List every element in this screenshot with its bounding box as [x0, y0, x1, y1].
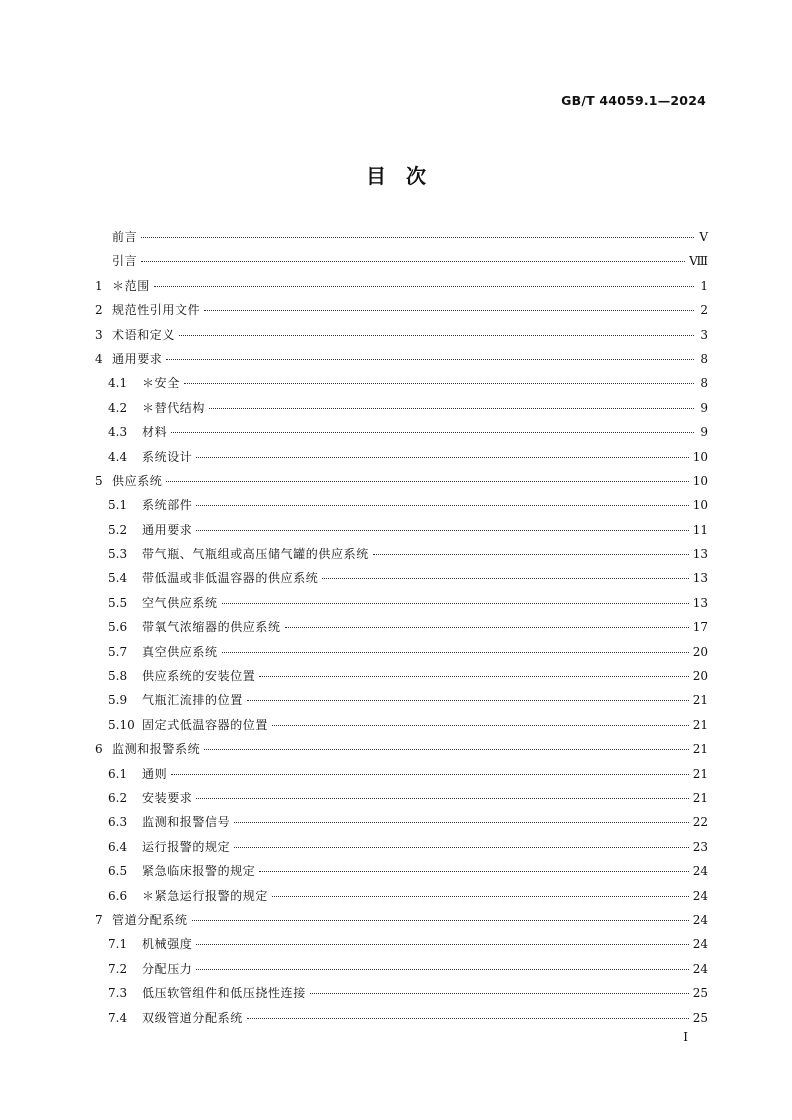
toc-entry-page: 8 [700, 351, 708, 366]
toc-dot-leader [209, 408, 694, 409]
toc-dot-leader [373, 554, 689, 555]
toc-entry-number: 3 [95, 327, 103, 342]
toc-dot-leader [204, 749, 689, 750]
toc-entry-number: 7.1 [108, 937, 128, 952]
toc-entry-label: 系统部件 [142, 498, 193, 513]
toc-entry-page: 24 [692, 888, 708, 903]
toc-entry-page: Ⅴ [699, 230, 708, 244]
toc-entry[interactable] [95, 983, 708, 1007]
toc-entry-label: 材料 [142, 425, 168, 440]
toc-entry-page: 23 [692, 839, 708, 854]
standard-code: GB/T 44059.1—2024 [561, 93, 706, 108]
toc-entry[interactable] [95, 910, 708, 934]
toc-entry-page: 9 [700, 425, 708, 440]
toc-entry[interactable] [95, 520, 708, 544]
toc-entry[interactable] [95, 764, 708, 788]
toc-dot-leader [247, 700, 689, 701]
toc-entry-label: 通则 [142, 766, 168, 781]
toc-entry[interactable] [95, 447, 708, 471]
toc-dot-leader [196, 969, 688, 970]
toc-entry-number: 6.3 [108, 815, 128, 830]
toc-entry[interactable] [95, 300, 708, 324]
toc-dot-leader [222, 652, 689, 653]
toc-entry-label: 供应系统 [112, 473, 163, 488]
toc-entry-label: ＊安全 [142, 376, 180, 391]
toc-entry-number: 4.1 [108, 376, 128, 391]
toc-entry[interactable] [95, 837, 708, 861]
toc-entry[interactable] [95, 398, 708, 422]
toc-entry-number: 6.6 [108, 888, 128, 903]
toc-entry-page: 24 [692, 937, 708, 952]
toc-entry-number: 6.1 [108, 766, 128, 781]
toc-entry-number: 5.3 [108, 547, 128, 562]
page-number: Ⅰ [683, 1030, 688, 1044]
toc-entry-page: 20 [692, 669, 708, 684]
toc-entry[interactable] [95, 934, 708, 958]
toc-entry-number: 7.3 [108, 986, 128, 1001]
toc-entry[interactable] [95, 861, 708, 885]
toc-entry-label: 术语和定义 [112, 327, 176, 342]
toc-entry[interactable] [95, 422, 708, 446]
toc-entry-number: 1 [95, 278, 103, 293]
toc-dot-leader [166, 481, 688, 482]
toc-entry-page: 24 [692, 912, 708, 927]
toc-entry-label: 前言 [112, 230, 138, 244]
toc-entry-page: 3 [700, 327, 708, 342]
toc-entry-page: 10 [692, 498, 708, 513]
toc-entry-label: ＊替代结构 [142, 400, 206, 415]
toc-entry-number: 5 [95, 473, 103, 488]
toc-dot-leader [310, 993, 689, 994]
toc-entry-label: 双级管道分配系统 [142, 1010, 243, 1025]
toc-entry[interactable] [95, 276, 708, 300]
toc-dot-leader [272, 725, 689, 726]
toc-entry[interactable] [95, 349, 708, 373]
toc-dot-leader [179, 335, 694, 336]
toc-entry-label: 带气瓶、气瓶组或高压储气罐的供应系统 [142, 547, 369, 562]
toc-entry-page: 1 [700, 278, 708, 293]
toc-entry[interactable] [95, 788, 708, 812]
toc-entry-number: 5.6 [108, 620, 128, 635]
toc-dot-leader [234, 847, 689, 848]
toc-dot-leader [234, 822, 689, 823]
toc-entry-number: 6.2 [108, 790, 128, 805]
toc-entry[interactable] [95, 739, 708, 763]
toc-entry-page: 22 [692, 815, 708, 830]
toc-entry[interactable] [95, 959, 708, 983]
toc-dot-leader [272, 896, 689, 897]
toc-entry-page: 11 [692, 522, 708, 537]
toc-entry-page: Ⅷ [689, 254, 708, 269]
toc-entry-number: 5.5 [108, 595, 128, 610]
toc-entry-number: 4.4 [108, 449, 128, 464]
toc-entry-number: 6.5 [108, 864, 128, 879]
toc-entry-number: 2 [95, 303, 103, 318]
toc-entry[interactable] [95, 251, 708, 275]
toc-title: 目 次 [366, 164, 426, 188]
toc-dot-leader [204, 310, 694, 311]
toc-dot-leader [141, 261, 685, 262]
toc-dot-leader [222, 603, 689, 604]
toc-entry[interactable] [95, 617, 708, 641]
toc-entry-page: 25 [692, 986, 708, 1001]
toc-entry-number: 5.10 [108, 717, 135, 732]
toc-dot-leader [259, 871, 688, 872]
toc-entry-number: 5.7 [108, 644, 128, 659]
toc-entry-label: 管道分配系统 [112, 912, 188, 927]
toc-dot-leader [322, 578, 688, 579]
toc-entry-number: 5.1 [108, 498, 128, 513]
toc-entry-page: 9 [700, 400, 708, 415]
toc-entry-page: 21 [692, 742, 708, 757]
toc-dot-leader [196, 530, 688, 531]
toc-entry-number: 4.2 [108, 400, 128, 415]
toc-entry-number: 5.9 [108, 693, 128, 708]
table-of-contents [95, 227, 708, 1032]
toc-entry-page: 24 [692, 864, 708, 879]
toc-entry-label: 监测和报警信号 [142, 815, 231, 830]
toc-entry-page: 25 [692, 1010, 708, 1025]
toc-entry-label: 引言 [112, 254, 138, 269]
toc-entry-page: 8 [700, 376, 708, 391]
toc-entry-label: 分配压力 [142, 961, 193, 976]
toc-entry-number: 7.4 [108, 1010, 128, 1025]
toc-entry-label: ＊范围 [112, 278, 150, 293]
toc-dot-leader [196, 944, 688, 945]
toc-entry[interactable] [95, 544, 708, 568]
toc-dot-leader [171, 774, 689, 775]
toc-entry-number: 5.4 [108, 571, 128, 586]
toc-dot-leader [184, 383, 694, 384]
toc-entry-label: 空气供应系统 [142, 595, 218, 610]
toc-entry-label: 紧急临床报警的规定 [142, 864, 256, 879]
toc-entry-number: 7 [95, 912, 103, 927]
toc-dot-leader [166, 359, 694, 360]
toc-dot-leader [196, 505, 688, 506]
toc-dot-leader [171, 432, 694, 433]
toc-dot-leader [192, 920, 689, 921]
toc-entry-page: 10 [692, 449, 708, 464]
toc-entry[interactable] [95, 690, 708, 714]
toc-entry-label: 气瓶汇流排的位置 [142, 693, 243, 708]
toc-entry-label: 固定式低温容器的位置 [142, 717, 269, 732]
toc-entry[interactable] [95, 886, 708, 910]
toc-entry-page: 10 [692, 473, 708, 488]
toc-entry-number: 6 [95, 742, 103, 757]
toc-entry-label: 监测和报警系统 [112, 742, 201, 757]
toc-entry-label: 低压软管组件和低压挠性连接 [142, 986, 306, 1001]
toc-entry[interactable] [95, 568, 708, 592]
toc-entry-number: 5.8 [108, 669, 128, 684]
toc-dot-leader [259, 676, 688, 677]
toc-entry-page: 2 [700, 303, 708, 318]
toc-entry-page: 13 [692, 571, 708, 586]
toc-entry-label: 真空供应系统 [142, 644, 218, 659]
toc-entry[interactable] [95, 373, 708, 397]
toc-entry-label: 带低温或非低温容器的供应系统 [142, 571, 319, 586]
toc-entry-page: 21 [692, 717, 708, 732]
toc-entry[interactable] [95, 227, 708, 251]
toc-entry-number: 4.3 [108, 425, 128, 440]
toc-entry-page: 24 [692, 961, 708, 976]
toc-entry[interactable] [95, 325, 708, 349]
toc-entry-label: ＊紧急运行报警的规定 [142, 888, 269, 903]
toc-entry-page: 13 [692, 595, 708, 610]
toc-entry-number: 6.4 [108, 839, 128, 854]
toc-entry-label: 供应系统的安装位置 [142, 669, 256, 684]
toc-dot-leader [196, 457, 688, 458]
toc-entry-number: 7.2 [108, 961, 128, 976]
toc-entry-label: 规范性引用文件 [112, 303, 201, 318]
toc-entry[interactable] [95, 715, 708, 739]
toc-entry-page: 21 [692, 766, 708, 781]
toc-entry-label: 带氧气浓缩器的供应系统 [142, 620, 281, 635]
toc-entry[interactable] [95, 666, 708, 690]
toc-entry-page: 21 [692, 693, 708, 708]
toc-dot-leader [141, 237, 694, 238]
toc-entry-label: 系统设计 [142, 449, 193, 464]
toc-dot-leader [285, 627, 689, 628]
toc-dot-leader [154, 286, 694, 287]
toc-entry-label: 通用要求 [142, 522, 193, 537]
toc-entry-page: 17 [692, 620, 708, 635]
toc-entry[interactable] [95, 1008, 708, 1032]
toc-entry-page: 21 [692, 790, 708, 805]
toc-entry[interactable] [95, 812, 708, 836]
toc-entry-page: 13 [692, 547, 708, 562]
toc-entry-label: 运行报警的规定 [142, 839, 231, 854]
toc-dot-leader [247, 1018, 689, 1019]
toc-entry[interactable] [95, 471, 708, 495]
toc-dot-leader [196, 798, 688, 799]
toc-entry[interactable] [95, 593, 708, 617]
toc-entry[interactable] [95, 495, 708, 519]
toc-entry-page: 20 [692, 644, 708, 659]
toc-entry-number: 4 [95, 351, 103, 366]
toc-entry[interactable] [95, 642, 708, 666]
toc-entry-number: 5.2 [108, 522, 128, 537]
toc-entry-label: 通用要求 [112, 351, 163, 366]
toc-entry-label: 安装要求 [142, 790, 193, 805]
toc-entry-label: 机械强度 [142, 937, 193, 952]
